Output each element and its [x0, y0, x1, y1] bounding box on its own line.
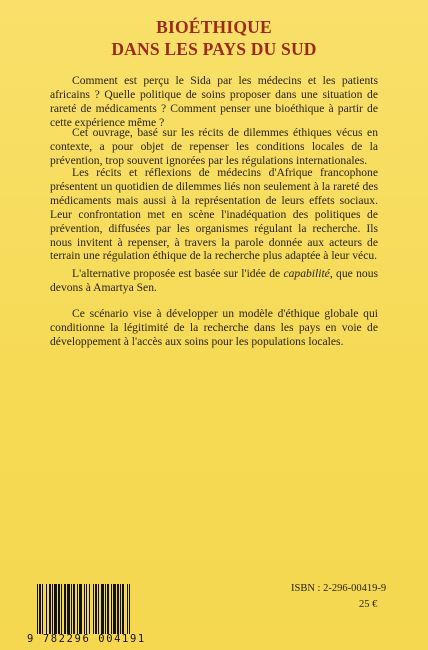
paragraph-4-text: [50, 267, 378, 295]
barcode: [27, 584, 179, 648]
paragraph-3-text: Les récits et réflexions de médecins d'Afrique francophone présentent un quotidien de dilemmes liés non seulement à la rareté des médicaments mais aussi à la représentation de leurs effets sociaux. Leur confrontation met en scène l'inadéquation des politiques de prévention, diffusées par les organismes régulant la recherche. Ils nous invitent à repenser, à travers la parole donnée aux acteurs de terrain une régulation éthique de la recherche plus adaptée à leur vécu.: [50, 166, 378, 263]
paragraph-3: [50, 166, 378, 263]
isbn: ISBN : 2-296-00419-9: [291, 583, 387, 594]
paragraph-4-before: L'alternative proposée est basée sur l'idée de: [72, 267, 284, 280]
barcode-digits: 9 782296 004191: [27, 633, 146, 645]
paragraph-1-text: Comment est perçu le Sida par les médecins et les patients africains ? Quelle politique de soins proposer dans une situation de rareté de médicaments ? Comment penser une bioéthique à partir de cette expérience même ?: [50, 74, 378, 129]
barcode-bars: [37, 584, 175, 634]
price: 25 €: [359, 599, 378, 610]
paragraph-4-after: , que nous devons à Amartya Sen.: [50, 267, 379, 294]
title-line-2: DANS LES PAYS DU SUD: [111, 39, 317, 59]
capabilite-term: capabilité: [283, 267, 330, 280]
paragraph-1: [50, 74, 378, 130]
paragraph-2: [50, 126, 378, 168]
paragraph-4: [50, 267, 378, 295]
paragraph-2-text: Cet ouvrage, basé sur les récits de dilemmes éthiques vécus en contexte, a pour objet de repenser les conditions locales de la prévention, trop souvent ignorées par les régulations internationales.: [50, 126, 378, 167]
paragraph-5-text: Ce scénario vise à développer un modèle d'éthique globale qui conditionne la légitimité de la recherche dans les pays en voie de développement à l'accès aux soins pour les populations locales.: [50, 307, 378, 348]
paragraph-5: [50, 307, 378, 349]
title-line-1: BIOÉTHIQUE: [156, 17, 272, 37]
